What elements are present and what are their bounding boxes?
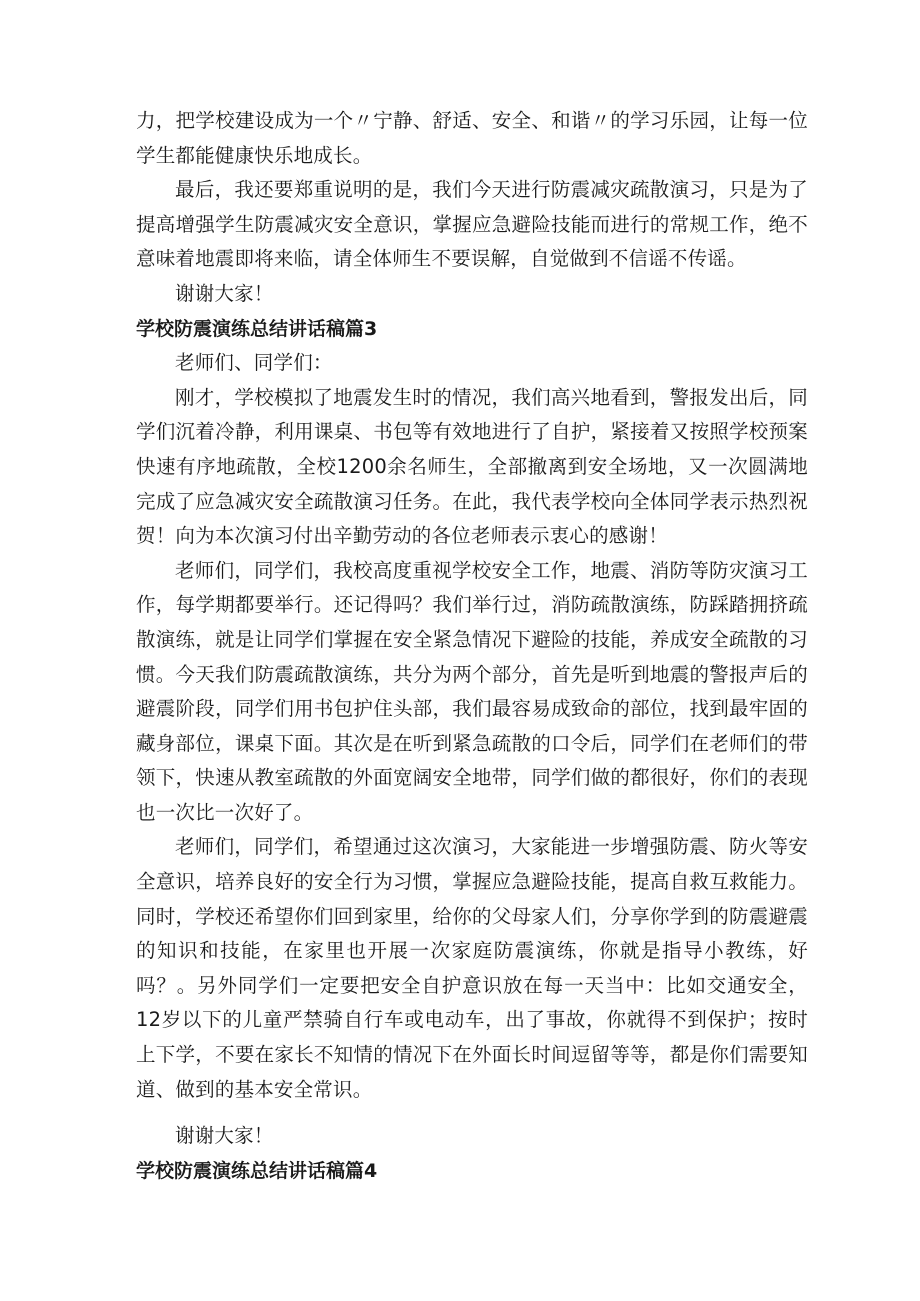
section-4-title: 学校防震演练总结讲话稿篇4 bbox=[136, 1159, 378, 1182]
section-3-thanks: 谢谢大家！ bbox=[175, 1124, 274, 1148]
section-3-paragraph-3: 老师们，同学们，希望通过这次演习，大家能进一步增强防震、防火等安全意识，培养良好的安全行为习惯，掌握应急避险技能，提高自救互救能力。同时，学校还希望你们回到家里，给你的父母家人们，分享你学到的防震避震的知识和技能，在家里也开展一次家庭防震演练，你就是指导小教练，好吗？。另外同学们一定要把安全自护意识放在每一天当中：比如交通安全，12岁以下的儿童严禁骑自行车或电动车，出了事故，你就得不到保护；按时上下学，不要在家长不知情的情况下在外面长时间逗留等等，都是你们需要知道、做到的基本安全常识。 bbox=[136, 835, 808, 1101]
section-3-paragraph-1: 刚才，学校模拟了地震发生时的情况，我们高兴地看到，警报发出后，同学们沉着冷静，利用课桌、书包等有效地进行了自护，紧接着又按照学校预案快速有序地疏散，全校1200余名师生，全部撤离到安全场地，又一次圆满地完成了应急减灾安全疏散演习任务。在此，我代表学校向全体同学表示热烈祝贺！向为本次演习付出辛勤劳动的各位老师表示衷心的感谢！ bbox=[136, 385, 808, 548]
paragraph-thanks: 谢谢大家！ bbox=[175, 281, 274, 305]
paragraph-continued: 力，把学校建设成为一个〃宁静、舒适、安全、和谐〃的学习乐园，让每一位学生都能健康快乐地成长。 bbox=[136, 109, 808, 167]
section-3-paragraph-2: 老师们，同学们，我校高度重视学校安全工作，地震、消防等防灾演习工作，每学期都要举行。还记得吗？我们举行过，消防疏散演练，防踩踏拥挤疏散演练，就是让同学们掌握在安全紧急情况下避险的技能，养成安全疏散的习惯。今天我们防震疏散演练，共分为两个部分，首先是听到地震的警报声后的避震阶段，同学们用书包护住头部，我们最容易成致命的部位，找到最牢固的藏身部位，课桌下面。其次是在听到紧急疏散的口令后，同学们在老师们的带领下，快速从教室疏散的外面宽阔安全地带，同学们做的都很好，你们的表现也一次比一次好了。 bbox=[136, 558, 808, 824]
section-3-greeting: 老师们、同学们： bbox=[175, 351, 333, 375]
document-page bbox=[136, 104, 808, 1188]
section-3-title: 学校防震演练总结讲话稿篇3 bbox=[136, 317, 378, 340]
paragraph-closing-note: 最后，我还要郑重说明的是，我们今天进行防震减灾疏散演习，只是为了提高增强学生防震减灾安全意识，掌握应急避险技能而进行的常规工作，绝不意味着地震即将来临，请全体师生不要误解，自觉做到不信谣不传谣。 bbox=[136, 178, 808, 271]
